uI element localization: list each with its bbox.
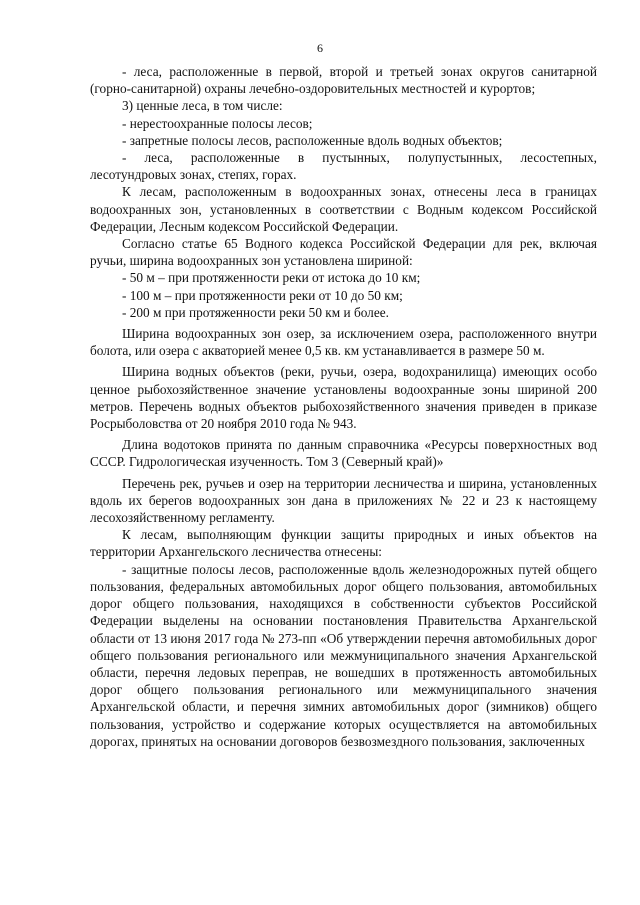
paragraph-lake-zones: Ширина водоохранных зон озер, за исключением озера, расположенного внутри болота, или озера с акваторией менее 0,5 кв. км устанавливается в размере 50 м. [90, 326, 597, 359]
list-item-100m: - 100 м – при протяженности реки от 10 до 50 км; [122, 287, 403, 303]
paragraph-water-protection-zones: К лесам, расположенным в водоохранных зонах, отнесены леса в границах водоохранных зон, установленных в соответствии с Водным кодексом Российской Федерации, Лесным кодексом Российской Федерации. [90, 184, 597, 234]
list-item-protective-strips: - защитные полосы лесов, расположенные вдоль железнодорожных путей общего пользования, федеральных автомобильных дорог общего пользования, автомобильных дорог общего пользования, находящихся в собственности субъектов Российской Федерации выделены на основании постановления Правительства Архангельской области от 13 июня 2017 года № 273-пп «Об утверждении перечня автомобильных дорог общего пользования регионального или межмуниципального значения Архангельской области, перечня ледовых переправ, не вошедших в протяженность автомобильных дорог общего пользования регионального или межмуниципального значения Архангельской области, и перечня зимних автомобильных дорог (зимников) общего пользования, устройство и содержание которых осуществляется на автомобильных дорогах, принятых на основании договоров безвозмездного пользования, заключенных [90, 561, 597, 749]
paragraph-watercourse-length: Длина водотоков принята по данным справочника «Ресурсы поверхностных вод СССР. Гидрологическая изученность. Том 3 (Северный край)» [90, 437, 597, 470]
page-number: 6 [317, 41, 323, 55]
list-item-prohibited-strips: - запретные полосы лесов, расположенные вдоль водных объектов; [122, 132, 503, 148]
list-item-50m: - 50 м – при протяженности реки от истока до 10 км; [122, 270, 421, 286]
document-body [90, 63, 597, 750]
list-item-spawning-strips: - нерестоохранные полосы лесов; [122, 115, 313, 131]
paragraph-valuable-forests: 3) ценные леса, в том числе: [122, 98, 283, 114]
list-item-200m: - 200 м при протяженности реки 50 км и более. [122, 304, 389, 320]
paragraph-article-65: Согласно статье 65 Водного кодекса Российской Федерации для рек, включая ручьи, ширина водоохранных зон установлена шириной: [90, 236, 597, 269]
paragraph-fishery-objects: Ширина водных объектов (реки, ручьи, озера, водохранилища) имеющих особо ценное рыбохозяйственное значение установлены водоохранные зоны шириной 200 метров. Перечень водных объектов рыбохозяйственного значения приведен в приказе Росрыболовства от 20 ноября 2010 года № 943. [90, 364, 597, 432]
list-item-desert-forests: - леса, расположенные в пустынных, полупустынных, лесостепных, лесотундровых зонах, степях, горах. [90, 150, 597, 183]
paragraph-resort-forests: - леса, расположенные в первой, второй и третьей зонах округов санитарной (горно-санитарной) охраны лечебно-оздоровительных местностей и курортов; [90, 64, 597, 97]
paragraph-rivers-list: Перечень рек, ручьев и озер на территории лесничества и ширина, установленных вдоль их берегов водоохранных зон дана в приложениях № 22 и 23 к настоящему лесохозяйственному регламенту. [90, 475, 597, 526]
paragraph-protective-forests: К лесам, выполняющим функции защиты природных и иных объектов на территории Архангельского лесничества отнесены: [90, 527, 597, 560]
